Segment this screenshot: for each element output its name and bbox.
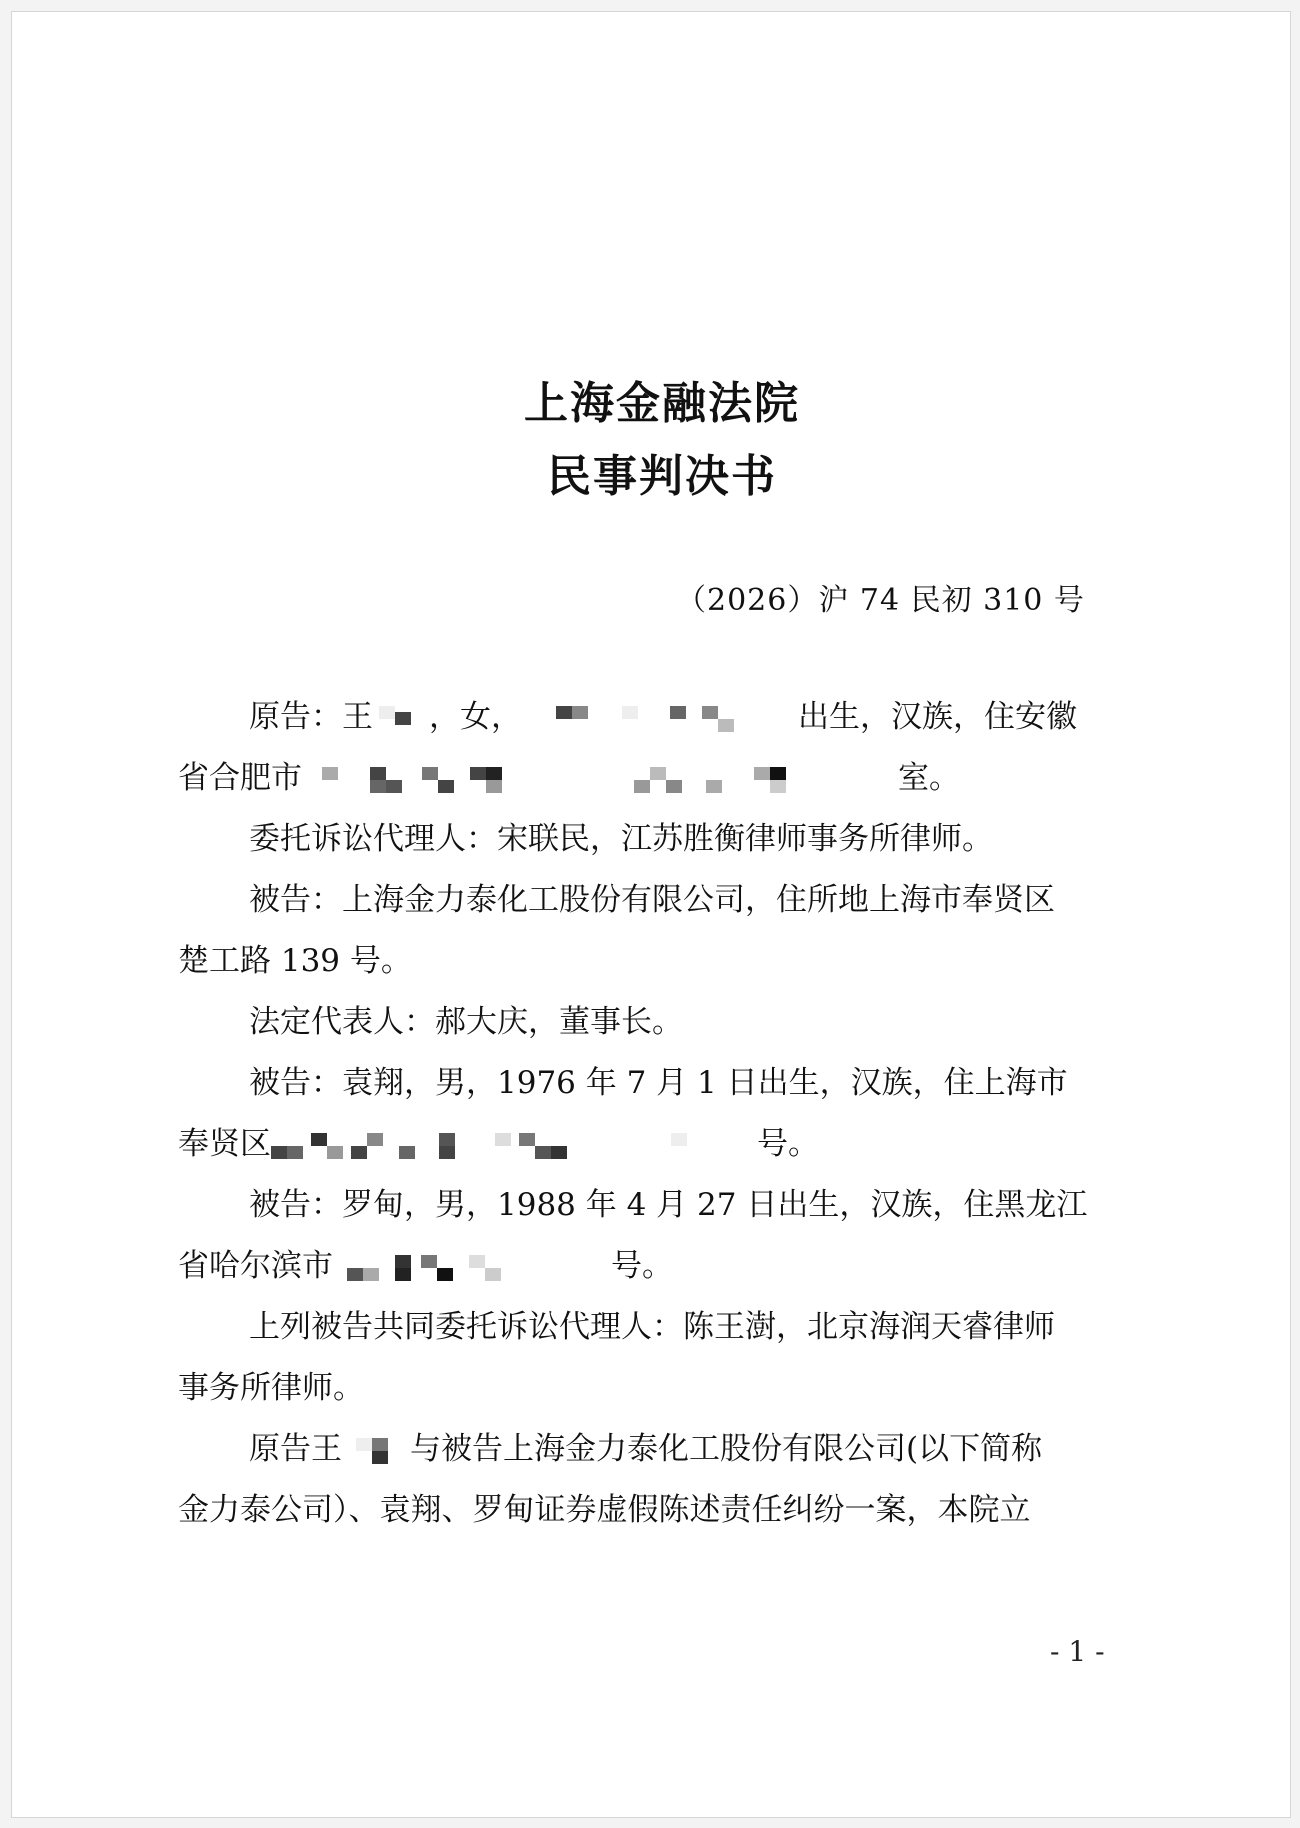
redaction-mosaic (333, 1255, 611, 1281)
redaction-mosaic (373, 706, 429, 732)
text-segment: ，女， (429, 699, 522, 735)
legal-representative-line: 法定代表人：郝大庆，董事长。 (249, 1004, 683, 1040)
document-title: 民事判决书 (547, 451, 777, 502)
defendant1-address-line: 楚工路 139 号。 (178, 943, 412, 979)
page-number: - 1 - (1050, 1635, 1105, 1668)
text-segment: 与被告上海金力泰化工股份有限公司(以下简称 (410, 1431, 1043, 1467)
text-segment: 号。 (611, 1248, 673, 1284)
text-segment: 号。 (757, 1126, 819, 1162)
text-segment: 原告王 (249, 1431, 342, 1467)
text-segment: 原告：王 (249, 699, 373, 735)
case-number: （2026）沪 74 民初 310 号 (676, 583, 1085, 618)
joint-agent-line-cont: 事务所律师。 (178, 1370, 364, 1406)
court-name: 上海金融法院 (524, 378, 800, 429)
text-segment: 奉贤区 (178, 1126, 271, 1162)
defendant1-line: 被告：上海金力泰化工股份有限公司，住所地上海市奉贤区 (249, 882, 1055, 918)
case-intro-line (249, 1429, 1042, 1469)
defendant2-line: 被告：袁翔，男，1976 年 7 月 1 日出生，汉族，住上海市 (249, 1065, 1068, 1101)
plaintiff-agent-line: 委托诉讼代理人：宋联民，江苏胜衡律师事务所律师。 (249, 821, 993, 857)
redaction-mosaic (271, 1133, 757, 1159)
text-segment: 室。 (898, 760, 960, 796)
defendant3-address-line (178, 1246, 673, 1286)
text-segment: 出生，汉族，住安徽 (798, 699, 1077, 735)
redaction-mosaic (342, 1438, 410, 1464)
text-segment: 省哈尔滨市 (178, 1248, 333, 1284)
case-intro-line-cont: 金力泰公司）、袁翔、罗甸证券虚假陈述责任纠纷一案，本院立 (178, 1492, 1031, 1528)
joint-agent-line: 上列被告共同委托诉讼代理人：陈王澍，北京海润天睿律师 (249, 1309, 1055, 1345)
plaintiff-address-line (178, 758, 960, 798)
plaintiff-line (249, 697, 1077, 737)
text-segment: 省合肥市 (178, 760, 302, 796)
defendant3-line: 被告：罗甸，男，1988 年 4 月 27 日出生，汉族，住黑龙江 (249, 1187, 1088, 1223)
redaction-mosaic (522, 706, 798, 732)
redaction-mosaic (302, 767, 898, 793)
defendant2-address-line (178, 1124, 819, 1164)
